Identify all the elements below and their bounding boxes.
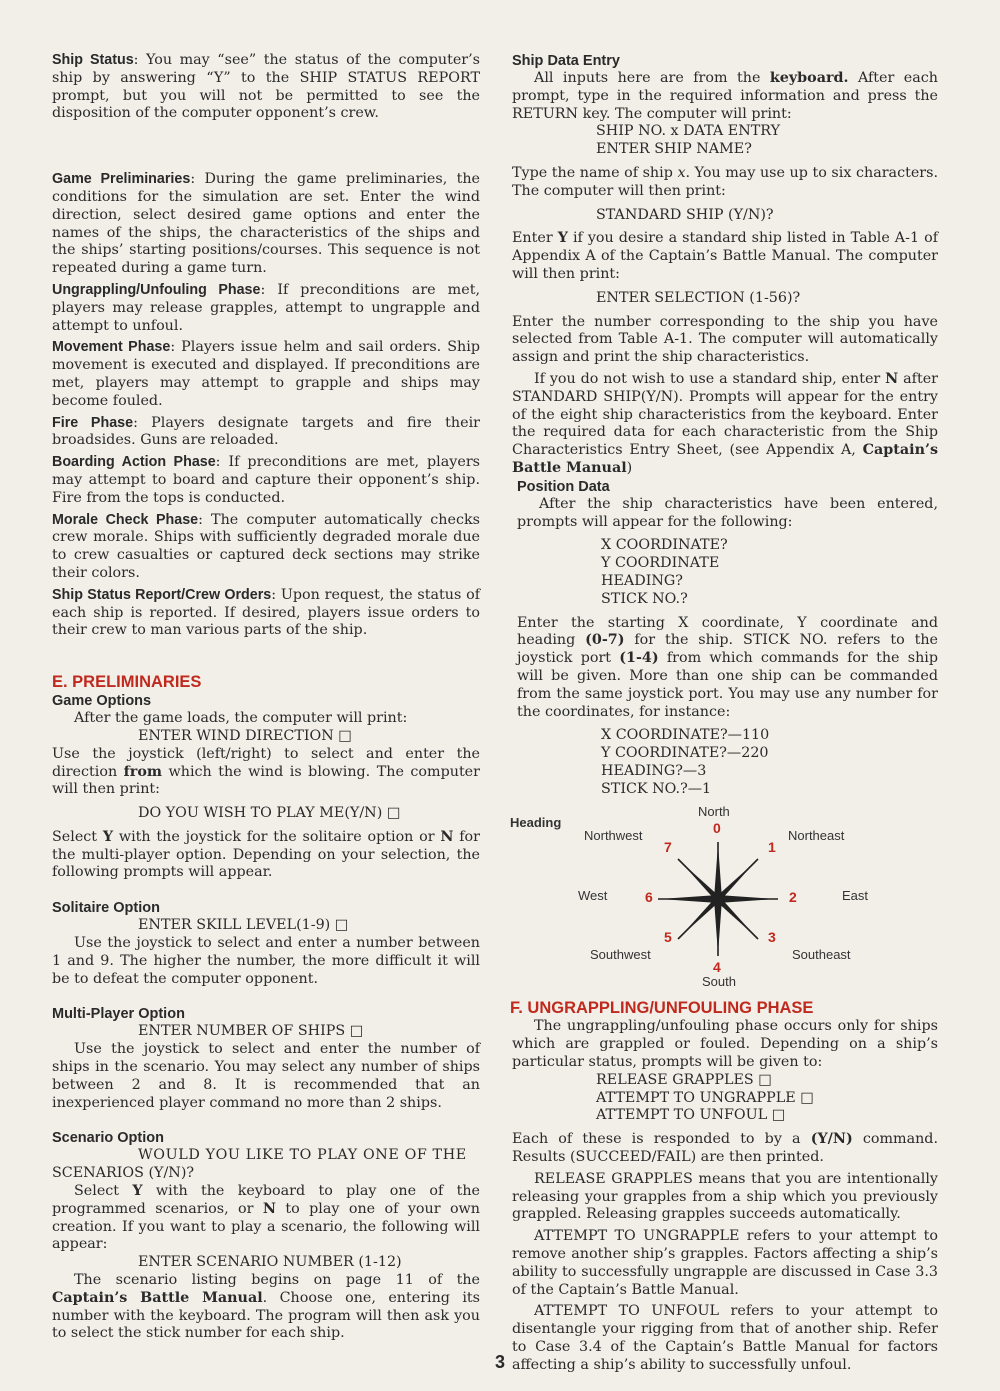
compass-num-0: 0 [713, 820, 721, 837]
standard-ship-prompt: STANDARD SHIP (Y/N)? [596, 206, 774, 223]
phase-game-preliminaries: Game Preliminaries: During the game preliminaries, the conditions for the simulation are set. Enter the wind direction, select desired game options and enter the names of the ships, the characteristics of the ships and the ships’ starting positions/courses. This sequence is not repeated during a game turn. [52, 171, 480, 277]
compass-num-1: 1 [768, 839, 776, 856]
heading-compass-diagram [510, 804, 936, 994]
ungrapple-intro: The ungrappling/unfouling phase occurs only for ships which are grappled or fouled. Depending on a ship’s particular status, prompts will be given to: [512, 1018, 938, 1071]
scenario-listing-text: The scenario listing begins on page 11 of the Captain’s Battle Manual. Choose one, entering its number with the keyboard. The program will then ask you to select the stick number for each ship. [52, 1272, 480, 1342]
compass-num-4: 4 [713, 959, 721, 976]
phase-ungrappling: Ungrappling/Unfouling Phase: If preconditions are met, players may release grapples, attempt to ungrapple and attempt to unfoul. [52, 281, 480, 334]
skill-level-prompt: ENTER SKILL LEVEL(1-9) □ [138, 917, 349, 934]
wind-direction-prompt: ENTER WIND DIRECTION □ [138, 727, 352, 744]
play-me-text: Select Y with the joystick for the solitaire option or N for the multi-player option. Depending on your selection, the following prompts will appear. [52, 828, 480, 881]
compass-heading-label: Heading [510, 815, 562, 831]
multi-player-heading: Multi-Player Option [52, 1006, 185, 1023]
game-options-intro: After the game loads, the computer will print: [74, 710, 408, 727]
compass-north-label: North [698, 804, 730, 820]
attempt-unfoul-text: ATTEMPT TO UNFOUL refers to your attempt to disentangle your rigging from that of another ship. Refer to Case 3.4 of the Captain’s Battle Manual for factors affecting a ship’s ability to successfully unfoul. [512, 1303, 938, 1373]
compass-num-2: 2 [789, 889, 797, 906]
compass-rose-icon [510, 804, 936, 994]
compass-northeast-label: Northeast [788, 828, 845, 844]
scenario-number-prompt: ENTER SCENARIO NUMBER (1-12) [138, 1254, 402, 1271]
section-e-title: E. PRELIMINARIES [52, 673, 202, 692]
compass-east-label: East [842, 888, 869, 904]
compass-num-3: 3 [768, 929, 776, 946]
section-f-title: F. UNGRAPPLING/UNFOULING PHASE [510, 999, 814, 1018]
number-of-ships-prompt: ENTER NUMBER OF SHIPS □ [138, 1023, 364, 1040]
release-grapples-prompt: RELEASE GRAPPLES □ [596, 1071, 772, 1088]
solitaire-heading: Solitaire Option [52, 900, 160, 917]
scenario-heading: Scenario Option [52, 1130, 164, 1147]
solitaire-text: Use the joystick to select and enter a number between 1 and 9. The higher the number, the more difficult it will be to defeat the computer opponent. [52, 935, 480, 987]
x-coordinate-example: X COORDINATE?—110 [601, 727, 770, 744]
position-text: Enter the starting X coordinate, Y coordinate and heading (0-7) for the ship. STICK NO. refers to the joystick port (1-4) from which commands for the ship will be given. More than one ship can be commanded from the same joystick port. You may use any number for the coordinates, for instance: [517, 614, 939, 720]
wind-direction-text: Use the joystick (left/right) to select and enter the direction from which the wind is blowing. The computer will then print: [52, 745, 480, 798]
compass-southeast-label: Southeast [792, 947, 851, 963]
compass-south-label: South [702, 974, 736, 990]
stick-no-example: STICK NO.?—1 [601, 780, 712, 797]
release-grapples-text: RELEASE GRAPPLES means that you are intentionally releasing your grapples from a ship which you previously grappled. Releasing grapples succeeds automatically. [512, 1170, 938, 1223]
page-number: 3 [494, 1352, 505, 1372]
position-data-heading: Position Data [517, 478, 610, 495]
phase-morale: Morale Check Phase: The computer automatically checks crew morale. Ships with sufficiently degraded morale due to crew casualties or captured deck sections may strike their colors. [52, 511, 480, 581]
compass-southwest-label: Southwest [590, 947, 651, 963]
standard-ship-text: Enter Y if you desire a standard ship listed in Table A-1 of Appendix A of the Captain’s Battle Manual. The computer will then print: [512, 230, 938, 282]
multi-player-text: Use the joystick to select and enter the number of ships in the scenario. You may select any number of ships between 2 and 8. It is recommended that an inexperienced player command no more than 2 ships. [52, 1041, 480, 1111]
compass-num-7: 7 [664, 839, 672, 856]
heading-example: HEADING?—3 [601, 762, 707, 779]
selection-prompt: ENTER SELECTION (1-56)? [596, 289, 801, 306]
phase-movement: Movement Phase: Players issue helm and sail orders. Ship movement is executed and displayed. If preconditions are met, players may attempt to grapple and ships may become fouled. [52, 339, 480, 409]
stick-no-prompt: STICK NO.? [601, 590, 688, 607]
compass-num-5: 5 [664, 929, 672, 946]
position-intro: After the ship characteristics have been entered, prompts will appear for the following: [517, 495, 938, 530]
attempt-ungrapple-text: ATTEMPT TO UNGRAPPLE refers to your attempt to remove another ship’s grapples. Factors affecting a ship’s ability to successfully ungrapple are discussed in Case 3.3 of the Captain’s Battle Manual. [512, 1228, 938, 1298]
phase-status-report: Ship Status Report/Crew Orders: Upon request, the status of each ship is reported. If desired, players issue orders to their crew to man various parts of the ship. [52, 586, 481, 639]
custom-ship-text: If you do not wish to use a standard ship, enter N after STANDARD SHIP(Y/N). Prompts will appear for the entry of the eight ship characteristics from the keyboard. Enter the required data for each characteristic from the Ship Characteristics Entry Sheet, (see Appendix A, Captain’s Battle Manual) [512, 370, 938, 476]
phase-fire: Fire Phase: Players designate targets and fire their broadsides. Guns are reloaded. [52, 414, 480, 449]
compass-northwest-label: Northwest [584, 828, 643, 844]
left-column [52, 52, 480, 1343]
game-options-heading: Game Options [52, 693, 152, 710]
ship-name-prompt: ENTER SHIP NAME? [596, 141, 752, 158]
y-coordinate-example: Y COORDINATE?—220 [601, 745, 769, 762]
ship-data-entry-prompt: SHIP NO. x DATA ENTRY [596, 123, 781, 140]
ship-data-heading: Ship Data Entry [512, 53, 620, 69]
phase-boarding: Boarding Action Phase: If preconditions are met, players may attempt to board and capture their opponent’s ship. Fire from the tops is conducted. [52, 454, 480, 506]
compass-west-label: West [578, 888, 608, 904]
attempt-unfoul-prompt: ATTEMPT TO UNFOUL □ [596, 1107, 786, 1124]
scenario-text: Select Y with the keyboard to play one of the programmed scenarios, or N to play one of your own creation. If you want to play a scenario, the following will appear: [52, 1183, 480, 1253]
attempt-ungrapple-prompt: ATTEMPT TO UNGRAPPLE □ [596, 1089, 814, 1106]
selection-text: Enter the number corresponding to the ship you have selected from Table A-1. The computer will automatically assign and print the ship characteristics. [512, 313, 938, 366]
right-column [512, 52, 938, 1375]
heading-prompt: HEADING? [601, 572, 683, 589]
ship-data-intro: All inputs here are from the keyboard. After each prompt, type in the required information and press the RETURN key. The computer will print: [512, 70, 938, 122]
scenario-prompt-line1: WOULD YOU LIKE TO PLAY ONE OF THE [138, 1147, 467, 1164]
scenario-prompt-line2: SCENARIOS (Y/N)? [52, 1165, 195, 1182]
compass-num-6: 6 [645, 889, 653, 906]
yn-command-text: Each of these is responded to by a (Y/N) command. Results (SUCCEED/FAIL) are then printed. [512, 1131, 939, 1166]
play-me-prompt: DO YOU WISH TO PLAY ME(Y/N) □ [138, 805, 401, 822]
ship-status-paragraph: Ship Status: You may “see” the status of the computer’s ship by answering “Y” to the SHIP STATUS REPORT prompt, but you will not be permitted to see the disposition of the computer opponent’s crew. [52, 52, 481, 122]
y-coordinate-prompt: Y COORDINATE [601, 555, 720, 572]
ship-name-text: Type the name of ship x. You may use up to six characters. The computer will then print: [512, 164, 938, 199]
x-coordinate-prompt: X COORDINATE? [601, 537, 728, 554]
